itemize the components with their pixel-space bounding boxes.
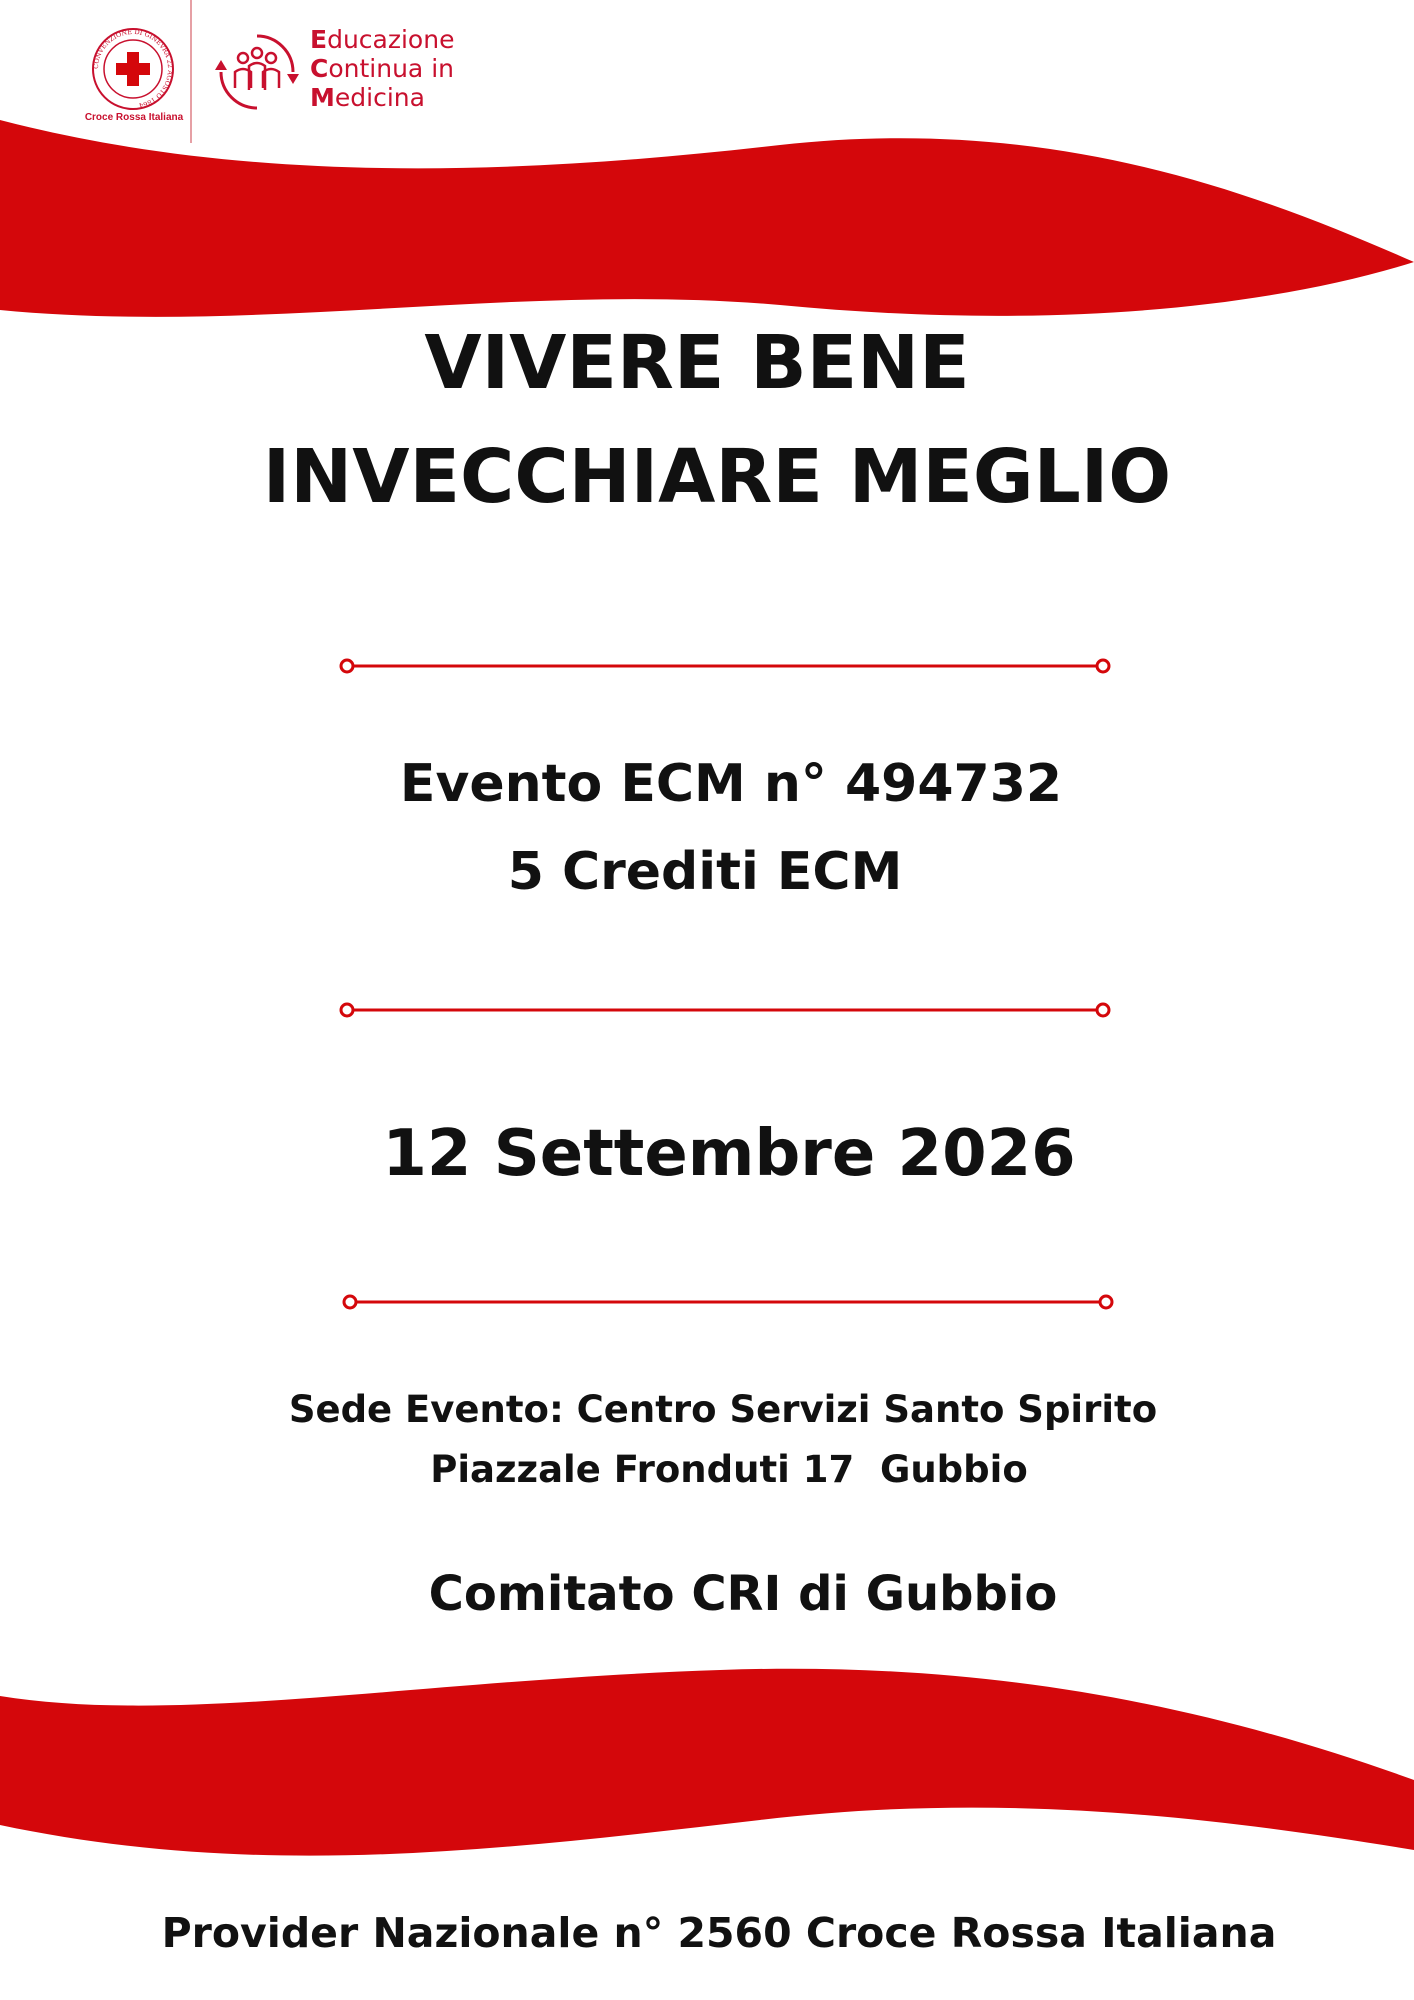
logo-header <box>60 0 520 145</box>
bottom-red-wave <box>0 1640 1414 1900</box>
cri-seal-ring-text: CONVENZIONE DI GINEVRA 22 AGOSTO 1864 <box>91 27 175 110</box>
ecm-wordmark <box>310 25 454 112</box>
event-number: Evento ECM n° 494732 <box>399 754 1063 814</box>
organizer: Comitato CRI di Gubbio <box>428 1566 1058 1622</box>
ecm-people-icon <box>213 28 301 116</box>
logo-separator <box>190 0 192 143</box>
title-line-1: VIVERE BENE <box>424 320 970 406</box>
divider-3 <box>338 1290 1118 1314</box>
ecm-line-2: Continua in <box>310 54 454 83</box>
event-date: 12 Settembre 2026 <box>382 1117 1076 1191</box>
ecm-line-1: Educazione <box>310 25 455 54</box>
cri-seal-logo <box>82 22 184 124</box>
event-credits: 5 Crediti ECM <box>507 842 903 902</box>
title-line-2: INVECCHIARE MEGLIO <box>262 434 1172 520</box>
divider-2 <box>335 998 1115 1022</box>
ecm-line-3: Medicina <box>310 83 425 112</box>
cri-name: Croce Rossa Italiana <box>84 112 184 123</box>
venue-line-1: Sede Evento: Centro Servizi Santo Spirito <box>288 1388 1158 1431</box>
footer-provider: Provider Nazionale n° 2560 Croce Rossa Italiana <box>161 1909 1277 1957</box>
divider-1 <box>335 654 1115 678</box>
venue-line-2: Piazzale Fronduti 17 Gubbio <box>430 1448 1028 1491</box>
